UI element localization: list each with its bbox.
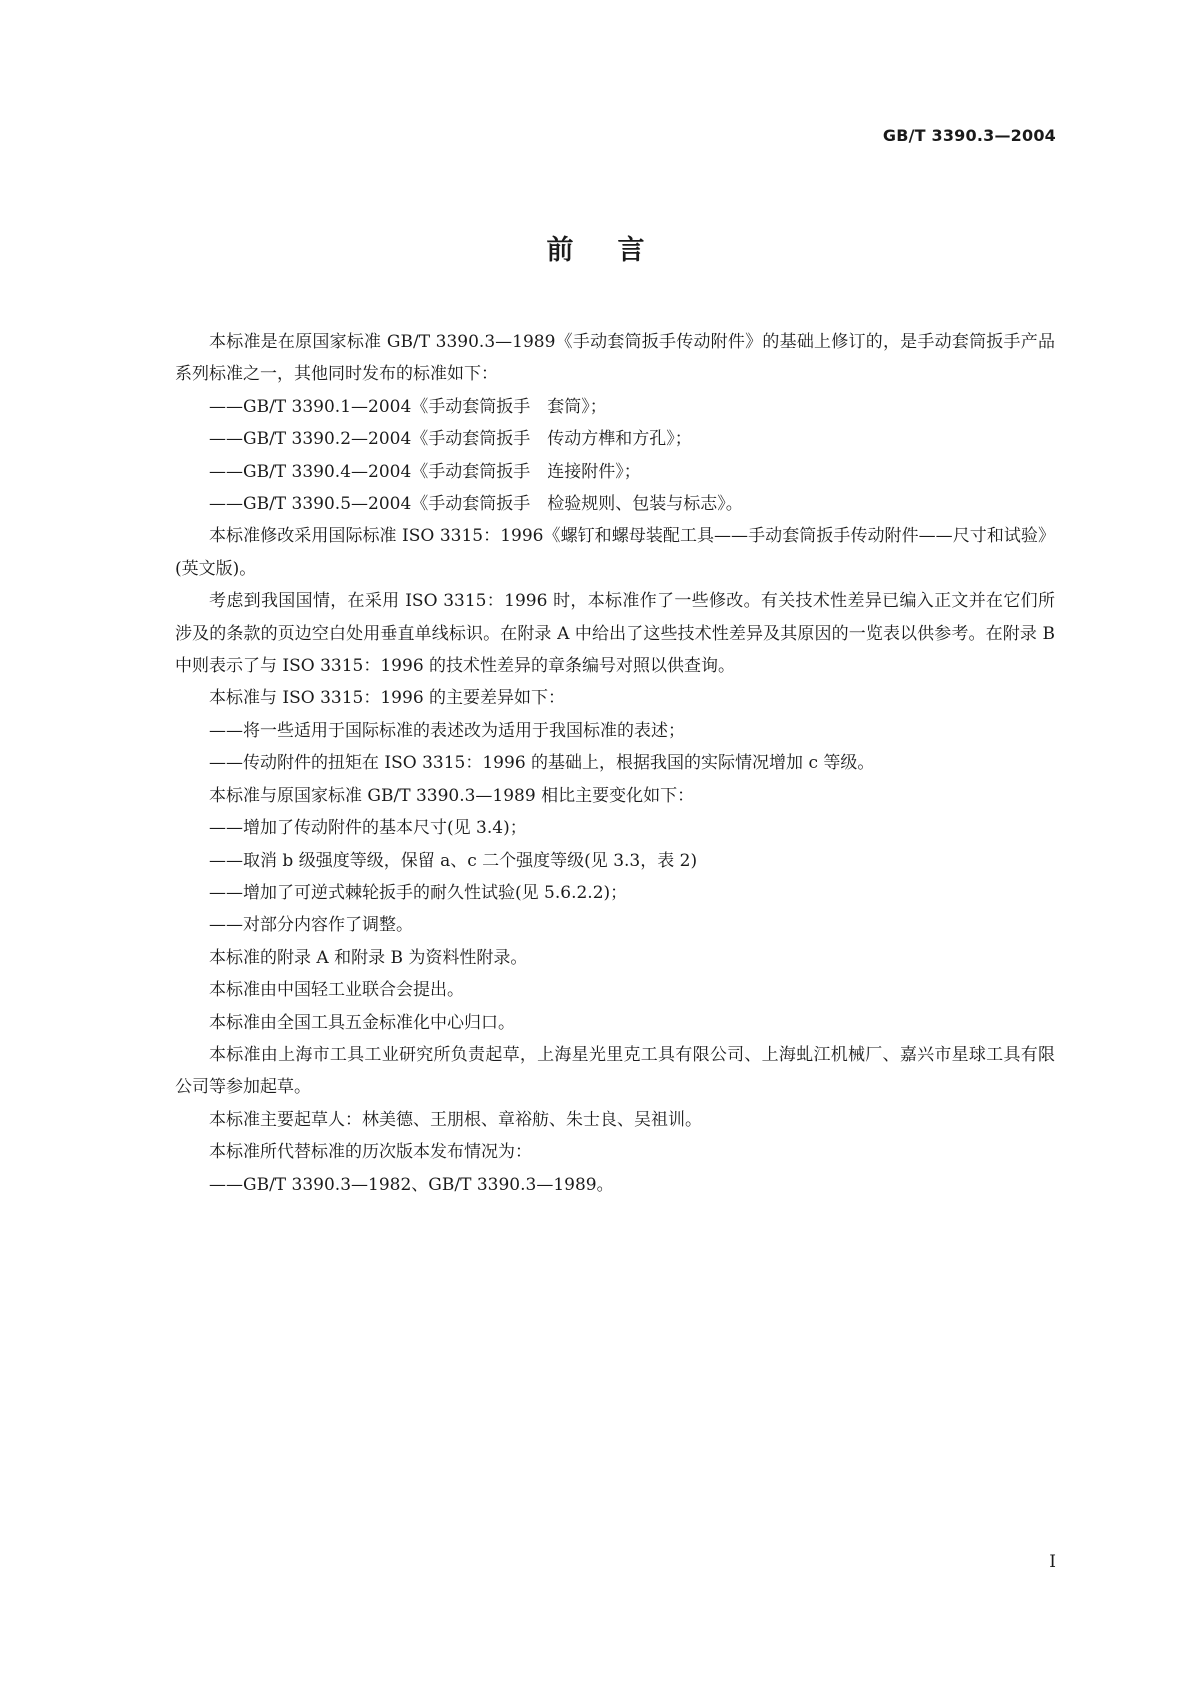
paragraph-previous-editions-heading: 本标准所代替标准的历次版本发布情况为： <box>209 1142 532 1163</box>
page-number: I <box>1049 1552 1056 1572</box>
paragraph-iso-adoption: 本标准修改采用国际标准 ISO 3315：1996《螺钉和螺母装配工具——手动套筒扳手传动附件——尺寸和试验》(英文版)。 <box>175 526 1055 579</box>
paragraph-technical-differences: 考虑到我国国情，在采用 ISO 3315：1996 时，本标准作了一些修改。有关技术性差异已编入正文并在它们所涉及的条款的页边空白处用垂直单线标识。在附录 A 中给出了这些技术性差异及其原因的一览表以供参考。在附录 B 中则表示了与 ISO 3315：1996 的技术性差异的章条编号对照以供查询。 <box>175 591 1055 677</box>
list-item-iso-difference-1: ——将一些适用于国际标准的表述改为适用于我国标准的表述； <box>209 720 685 741</box>
list-item-related-standard-2: ——GB/T 3390.2—2004《手动套筒扳手 传动方榫和方孔》； <box>209 429 692 450</box>
paragraph-drafters: 本标准主要起草人：林美德、王朋根、章裕舫、朱士良、吴祖训。 <box>209 1109 702 1130</box>
list-item-iso-difference-2: ——传动附件的扭矩在 ISO 3315：1996 的基础上，根据我国的实际情况增加 c 等级。 <box>209 753 875 774</box>
list-item-previous-editions: ——GB/T 3390.3—1982、GB/T 3390.3—1989。 <box>209 1174 614 1195</box>
foreword-body <box>175 326 1055 1201</box>
list-item-change-2: ——取消 b 级强度等级，保留 a、c 二个强度等级(见 3.3，表 2) <box>209 850 698 871</box>
paragraph-changes-heading: 本标准与原国家标准 GB/T 3390.3—1989 相比主要变化如下： <box>209 785 695 806</box>
paragraph-drafting-organizations: 本标准由上海市工具工业研究所负责起草，上海星光里克工具有限公司、上海虬江机械厂、嘉兴市星球工具有限公司等参加起草。 <box>175 1044 1055 1098</box>
page-title: 前言 <box>546 235 689 266</box>
list-item-related-standard-4: ——GB/T 3390.4—2004《手动套筒扳手 连接附件》； <box>209 461 641 482</box>
paragraph-administrator: 本标准由全国工具五金标准化中心归口。 <box>209 1012 515 1033</box>
list-item-change-4: ——对部分内容作了调整。 <box>209 915 413 936</box>
paragraph-intro: 本标准是在原国家标准 GB/T 3390.3—1989《手动套筒扳手传动附件》的基础上修订的，是手动套筒扳手产品系列标准之一，其他同时发布的标准如下： <box>175 332 1055 385</box>
list-item-change-3: ——增加了可逆式棘轮扳手的耐久性试验(见 5.6.2.2)； <box>209 882 628 903</box>
standard-code: GB/T 3390.3—2004 <box>882 126 1056 145</box>
list-item-related-standard-1: ——GB/T 3390.1—2004《手动套筒扳手 套筒》； <box>209 396 607 417</box>
list-item-change-1: ——增加了传动附件的基本尺寸(见 3.4)； <box>209 818 527 839</box>
list-item-related-standard-5: ——GB/T 3390.5—2004《手动套筒扳手 检验规则、包装与标志》。 <box>209 494 743 515</box>
paragraph-iso-differences-heading: 本标准与 ISO 3315：1996 的主要差异如下： <box>209 688 566 709</box>
paragraph-proposer: 本标准由中国轻工业联合会提出。 <box>209 980 464 1001</box>
paragraph-appendices: 本标准的附录 A 和附录 B 为资料性附录。 <box>209 947 528 968</box>
